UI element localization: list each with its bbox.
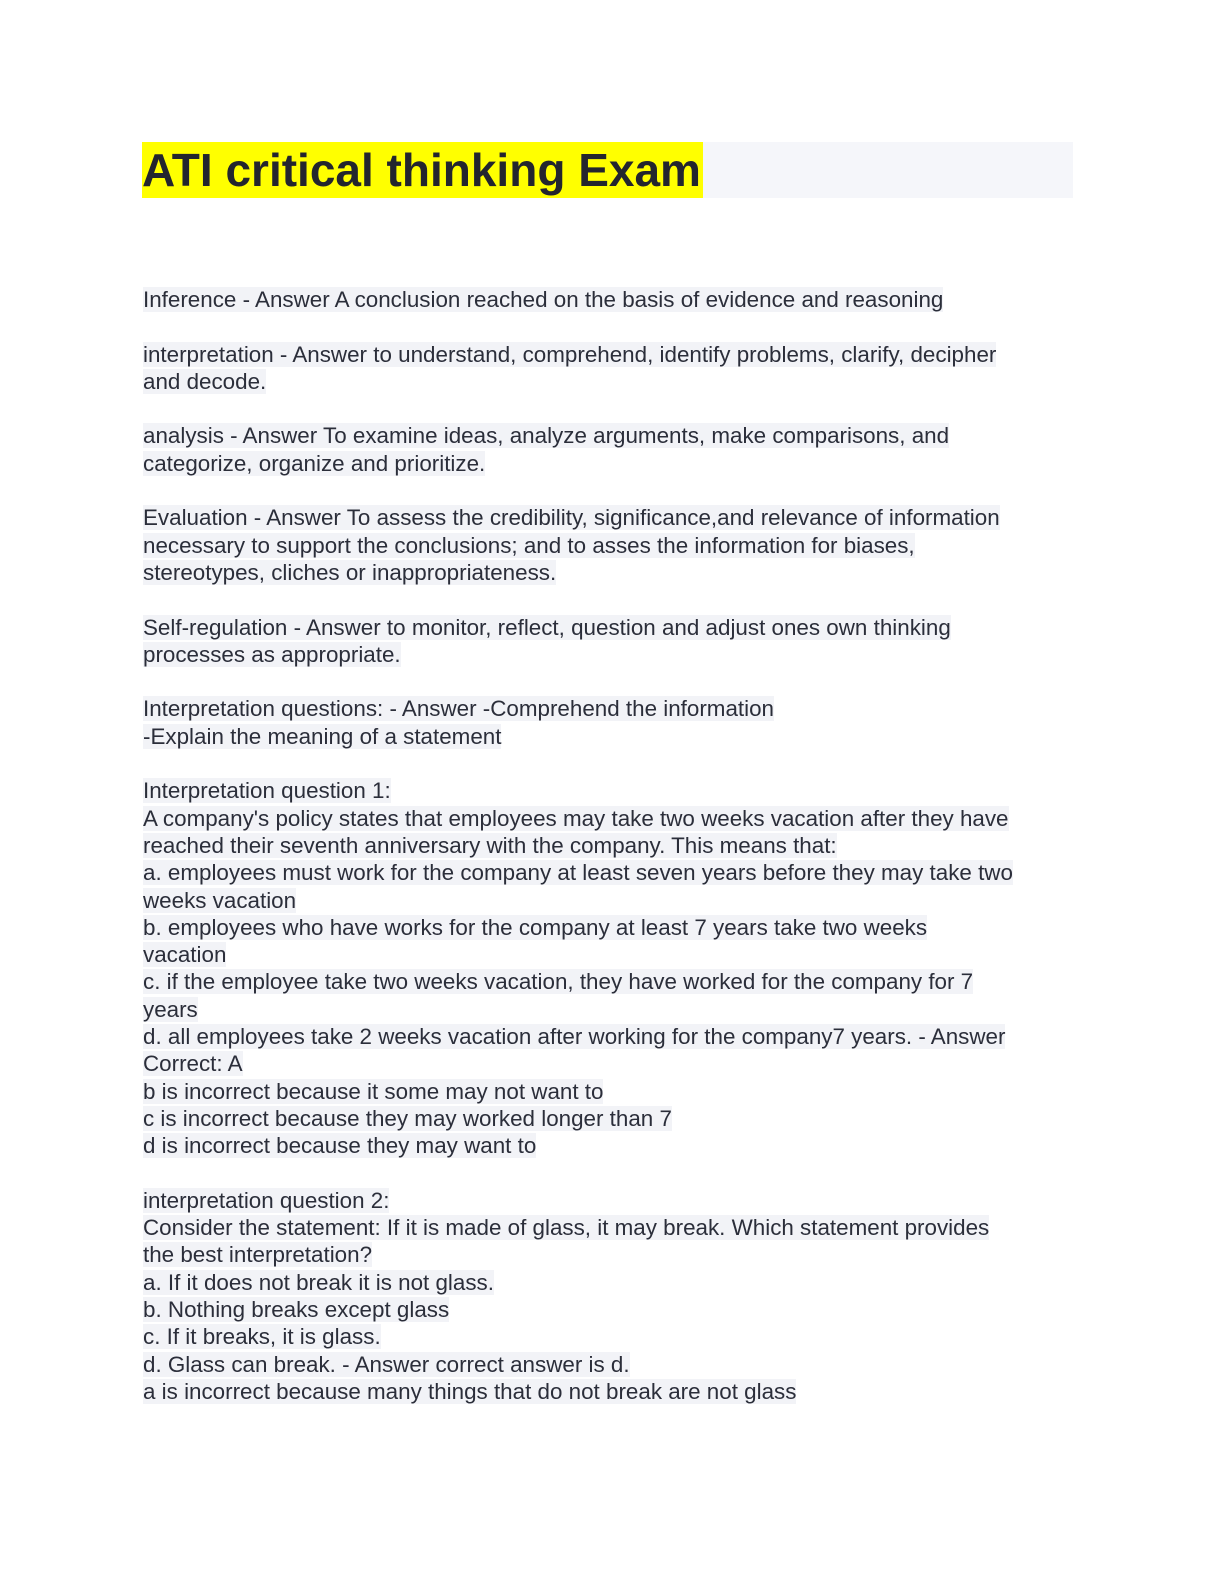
text-line: A company's policy states that employees may take two weeks vacation after they have	[143, 805, 1009, 831]
paragraph-evaluation	[143, 504, 1083, 586]
paragraph-interpretation	[143, 341, 1083, 396]
paragraph-question-2	[143, 1187, 1083, 1405]
text-line: b is incorrect because it some may not want to	[143, 1078, 604, 1104]
text-line: Consider the statement: If it is made of glass, it may break. Which statement provides	[143, 1215, 990, 1241]
paragraph-self-regulation	[143, 614, 1083, 669]
paragraph-question-1	[143, 777, 1083, 1159]
text-line: d is incorrect because they may want to	[143, 1133, 537, 1159]
paragraph-analysis	[143, 422, 1083, 477]
text-line: interpretation question 2:	[143, 1187, 390, 1213]
text-line: interpretation - Answer to understand, comprehend, identify problems, clarify, decipher	[143, 341, 997, 367]
text-line: weeks vacation	[143, 887, 297, 913]
document-body	[143, 286, 1083, 1432]
text-line: vacation	[143, 942, 227, 968]
text-line: and decode.	[143, 368, 267, 394]
document-title: ATI critical thinking Exam	[142, 144, 701, 196]
text-line: a is incorrect because many things that do not break are not glass	[143, 1378, 797, 1404]
text-line: a. If it does not break it is not glass.	[143, 1269, 494, 1295]
text-line: b. employees who have works for the company at least 7 years take two weeks	[143, 914, 928, 940]
text-line: Interpretation question 1:	[143, 778, 391, 804]
text-line: Inference - Answer A conclusion reached on the basis of evidence and reasoning	[143, 287, 944, 312]
text-line: stereotypes, cliches or inappropriateness.	[143, 559, 557, 585]
text-line: b. Nothing breaks except glass	[143, 1296, 450, 1322]
text-line: -Explain the meaning of a statement	[143, 723, 502, 749]
text-line: categorize, organize and prioritize.	[143, 450, 486, 476]
text-line: d. all employees take 2 weeks vacation after working for the company7 years. - Answer	[143, 1024, 1006, 1050]
text-line: Interpretation questions: - Answer -Comprehend the information	[143, 696, 775, 722]
text-line: necessary to support the conclusions; and to asses the information for biases,	[143, 532, 915, 558]
text-line: c is incorrect because they may worked longer than 7	[143, 1105, 672, 1131]
text-line: processes as appropriate.	[143, 641, 401, 667]
text-line: Evaluation - Answer To assess the credibility, significance,and relevance of information	[143, 505, 1000, 531]
text-line: c. If it breaks, it is glass.	[143, 1324, 381, 1350]
paragraph-interpretation-questions	[143, 695, 1083, 750]
text-line: c. if the employee take two weeks vacation, they have worked for the company for 7	[143, 969, 974, 995]
text-line: the best interpretation?	[143, 1242, 373, 1268]
text-line: reached their seventh anniversary with the company. This means that:	[143, 832, 837, 858]
text-line: Self-regulation - Answer to monitor, reflect, question and adjust ones own thinking	[143, 614, 951, 640]
text-line: years	[143, 996, 198, 1022]
text-line: analysis - Answer To examine ideas, analyze arguments, make comparisons, and	[143, 423, 950, 449]
paragraph-inference	[143, 286, 1083, 313]
text-line: a. employees must work for the company at least seven years before they may take two	[143, 860, 1013, 886]
text-line: Correct: A	[143, 1051, 243, 1077]
text-line: d. Glass can break. - Answer correct answer is d.	[143, 1351, 630, 1377]
